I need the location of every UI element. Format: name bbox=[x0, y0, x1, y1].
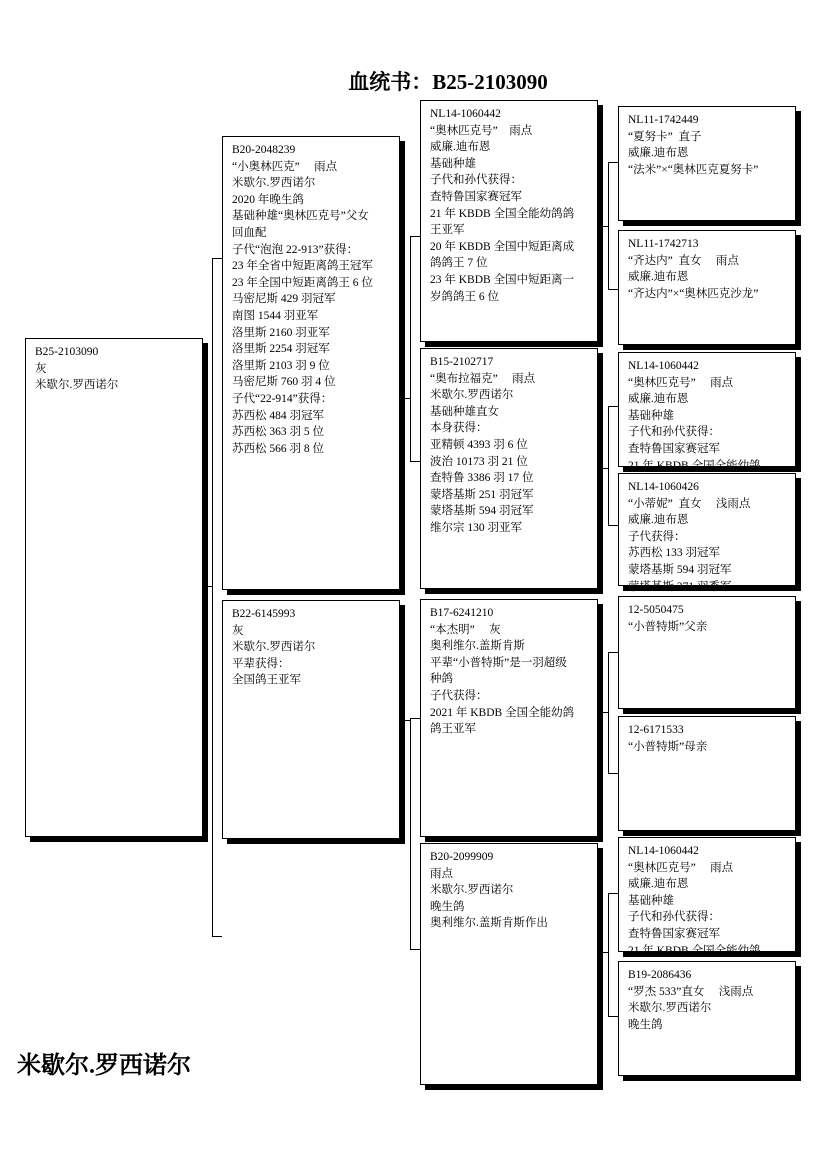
pedigree-line: B15-2102717 bbox=[430, 356, 494, 368]
pedigree-line: 查特鲁国家赛冠军 bbox=[628, 927, 720, 940]
pedigree-line: 马密尼斯 429 羽冠军 bbox=[232, 293, 336, 306]
pedigree-line: 平辈获得： bbox=[232, 657, 290, 670]
pedigree-line: 威廉.迪布恩 bbox=[628, 271, 689, 284]
pedigree-line: NL14-1060442 bbox=[628, 360, 699, 372]
connector bbox=[410, 949, 420, 950]
connector bbox=[608, 289, 618, 290]
pedigree-line: “罗杰 533”直女 浅雨点 bbox=[628, 985, 754, 998]
sire-sire-dam-box bbox=[618, 230, 796, 345]
sire-sire-box bbox=[420, 100, 598, 342]
page-title: 血统书：B25-2103090 bbox=[348, 70, 548, 94]
pedigree-line: NL11-1742449 bbox=[628, 114, 699, 126]
pedigree-line: “小奥林匹克” 雨点 bbox=[232, 160, 338, 173]
pedigree-line: “奥林匹克号” 雨点 bbox=[628, 861, 734, 874]
dam-dam-sire-box bbox=[618, 837, 796, 957]
pedigree-line: 晚生鸽 bbox=[628, 1018, 663, 1031]
pedigree-line: 子代“22-914”获得： bbox=[232, 392, 333, 405]
pedigree-line: 蒙塔基斯 251 羽冠军 bbox=[430, 488, 534, 501]
pedigree-line: 米歇尔.罗西诺尔 bbox=[35, 379, 119, 392]
pedigree-line: 蒙塔基斯 271 羽季军 bbox=[628, 580, 732, 593]
sire-dam-sire-box bbox=[618, 352, 796, 472]
sire-dam-dam-box bbox=[618, 473, 796, 593]
pedigree-line: 23 年全省中短距离鸽王冠军 bbox=[232, 260, 373, 273]
pedigree-line: B17-6241210 bbox=[430, 607, 494, 619]
pedigree-line: 灰 bbox=[232, 624, 244, 637]
pedigree-line: 灰 bbox=[35, 362, 47, 375]
pedigree-line: 鸽鸽王 7 位 bbox=[430, 257, 488, 270]
pedigree-line: 21 年 KBDB 全国全能幼鸽 bbox=[628, 459, 761, 472]
pedigree-line: 种鸽 bbox=[430, 673, 453, 686]
pedigree-line: NL11-1742713 bbox=[628, 238, 699, 250]
connector bbox=[608, 652, 609, 774]
pedigree-line: 晚生鸽 bbox=[430, 900, 465, 913]
pedigree-line: NL14-1060426 bbox=[628, 481, 699, 493]
pedigree-line: 21 年 KBDB 全国全能幼鸽鸽 bbox=[430, 207, 575, 220]
pedigree-line: 米歇尔.罗西诺尔 bbox=[430, 389, 514, 402]
pedigree-line: 本身获得： bbox=[430, 422, 488, 435]
pedigree-line: B19-2086436 bbox=[628, 969, 692, 981]
pedigree-line: 子代“泡泡 22-913”获得： bbox=[232, 243, 359, 256]
dam-box bbox=[222, 600, 400, 839]
connector bbox=[597, 712, 608, 713]
sire-sire-sire-box bbox=[618, 106, 796, 221]
connector bbox=[608, 406, 609, 526]
pedigree-line: 23 年全国中短距离鸽王 6 位 bbox=[232, 276, 373, 289]
sire-dam-box bbox=[420, 348, 598, 589]
pedigree-line: 威廉.迪布恩 bbox=[628, 514, 689, 527]
pedigree-line: 基础种雄 bbox=[628, 894, 674, 907]
pedigree-line: NL14-1060442 bbox=[430, 108, 501, 120]
connector bbox=[212, 258, 222, 259]
pedigree-line: 12-5050475 bbox=[628, 604, 684, 616]
pedigree-line: 子代和孙代获得： bbox=[628, 426, 720, 439]
pedigree-line: “夏努卡” 直子 bbox=[628, 130, 702, 143]
pedigree-line: 基础种雄“奥林匹克号”父女 bbox=[232, 210, 369, 223]
connector bbox=[608, 162, 609, 290]
pedigree-line: 苏西松 363 羽 5 位 bbox=[232, 426, 324, 439]
pedigree-line: 21 年 KBDB 全国全能幼鸽 bbox=[628, 944, 761, 957]
pedigree-line: 米歇尔.罗西诺尔 bbox=[430, 884, 514, 897]
dam-sire-dam-box bbox=[618, 716, 796, 831]
connector bbox=[212, 258, 213, 937]
pedigree-line: 王亚军 bbox=[430, 224, 465, 237]
pedigree-line: 子代获得： bbox=[430, 689, 488, 702]
connector bbox=[202, 586, 212, 587]
pedigree-line: 查特鲁国家赛冠军 bbox=[430, 190, 522, 203]
pedigree-line: 鸽王亚军 bbox=[430, 723, 476, 736]
connector bbox=[597, 468, 608, 469]
connector bbox=[597, 952, 608, 953]
dam-sire-sire-box bbox=[618, 596, 796, 709]
pedigree-line: 查特鲁国家赛冠军 bbox=[628, 442, 720, 455]
connector bbox=[608, 162, 618, 163]
pedigree-line: 威廉.迪布恩 bbox=[430, 141, 491, 154]
pedigree-line: 马密尼斯 760 羽 4 位 bbox=[232, 376, 336, 389]
pedigree-line: 平辈“小普特斯”是一羽超级 bbox=[430, 656, 567, 669]
pedigree-line: 20 年 KBDB 全国中短距离成 bbox=[430, 240, 575, 253]
pedigree-line: 全国鸽王亚军 bbox=[232, 674, 301, 687]
pedigree-line: 威廉.迪布恩 bbox=[628, 393, 689, 406]
pedigree-line: 回血配 bbox=[232, 226, 267, 239]
pedigree-line: 米歇尔.罗西诺尔 bbox=[232, 177, 316, 190]
connector bbox=[608, 893, 609, 1017]
pedigree-line: 子代和孙代获得： bbox=[628, 911, 720, 924]
pedigree-line: 苏西松 566 羽 8 位 bbox=[232, 442, 324, 455]
pedigree-line: “小蒂妮” 直女 浅雨点 bbox=[628, 497, 751, 510]
pedigree-line: “小普特斯”父亲 bbox=[628, 620, 708, 633]
connector bbox=[410, 236, 411, 462]
pedigree-line: B20-2048239 bbox=[232, 144, 296, 156]
pedigree-line: 威廉.迪布恩 bbox=[628, 878, 689, 891]
pedigree-line: B25-2103090 bbox=[35, 346, 99, 358]
connector bbox=[399, 398, 410, 399]
pedigree-line: 威廉.迪布恩 bbox=[628, 147, 689, 160]
pedigree-line: “齐达内”×“奥林匹克沙龙” bbox=[628, 287, 759, 300]
pedigree-line: 子代和孙代获得： bbox=[430, 174, 522, 187]
pedigree-line: 蒙塔基斯 594 羽冠军 bbox=[628, 563, 732, 576]
connector bbox=[212, 936, 222, 937]
pedigree-line: 子代获得： bbox=[628, 530, 686, 543]
pedigree-line: “小普特斯”母亲 bbox=[628, 740, 708, 753]
pedigree-line: 2020 年晚生鸽 bbox=[232, 193, 304, 206]
pedigree-line: B20-2099909 bbox=[430, 851, 494, 863]
pedigree-line: 米歇尔.罗西诺尔 bbox=[232, 641, 316, 654]
owner-name: 米歇尔.罗西诺尔 bbox=[17, 1053, 191, 1079]
pedigree-line: 洛里斯 2254 羽冠军 bbox=[232, 343, 330, 356]
pedigree-line: 基础种雄直女 bbox=[430, 405, 499, 418]
connector bbox=[608, 525, 618, 526]
pedigree-line: 雨点 bbox=[430, 867, 453, 880]
connector bbox=[608, 893, 618, 894]
pedigree-line: 苏西松 133 羽冠军 bbox=[628, 547, 720, 560]
pedigree-line: “奥林匹克号” 雨点 bbox=[628, 376, 734, 389]
pedigree-line: 岁鸽鸽王 6 位 bbox=[430, 290, 499, 303]
pedigree-line: 奥利维尔.盖斯肯斯作出 bbox=[430, 917, 548, 930]
dam-dam-box bbox=[420, 843, 598, 1085]
connector bbox=[597, 226, 608, 227]
pedigree-line: 波治 10173 羽 21 位 bbox=[430, 455, 528, 468]
pedigree-line: “本杰明” 灰 bbox=[430, 623, 501, 636]
connector bbox=[410, 236, 420, 237]
pedigree-line: “齐达内” 直女 雨点 bbox=[628, 254, 739, 267]
pedigree-line: 洛里斯 2103 羽 9 位 bbox=[232, 359, 330, 372]
connector bbox=[410, 718, 420, 719]
pedigree-line: 2021 年 KBDB 全国全能幼鸽 bbox=[430, 706, 575, 719]
pedigree-line: 奥利维尔.盖斯肯斯 bbox=[430, 640, 525, 653]
pedigree-line: 12-6171533 bbox=[628, 724, 684, 736]
connector bbox=[608, 773, 618, 774]
pedigree-line: 基础种雄 bbox=[430, 157, 476, 170]
subject-box bbox=[25, 338, 203, 837]
pedigree-line: 23 年 KBDB 全国中短距离一 bbox=[430, 273, 575, 286]
pedigree-line: 苏西松 484 羽冠军 bbox=[232, 409, 324, 422]
connector bbox=[608, 1016, 618, 1017]
connector bbox=[410, 461, 420, 462]
connector bbox=[410, 718, 411, 950]
pedigree-line: “奥林匹克号” 雨点 bbox=[430, 124, 533, 137]
pedigree-line: NL14-1060442 bbox=[628, 845, 699, 857]
pedigree-line: “法米”×“奥林匹克夏努卡” bbox=[628, 163, 759, 176]
sire-box bbox=[222, 136, 400, 590]
dam-dam-dam-box bbox=[618, 961, 796, 1076]
pedigree-line: 洛里斯 2160 羽亚军 bbox=[232, 326, 330, 339]
connector bbox=[608, 652, 618, 653]
dam-sire-box bbox=[420, 599, 598, 837]
pedigree-line: 蒙塔基斯 594 羽冠军 bbox=[430, 505, 534, 518]
pedigree-line: “奥布拉福克” 雨点 bbox=[430, 372, 536, 385]
pedigree-line: 查特鲁 3386 羽 17 位 bbox=[430, 472, 534, 485]
pedigree-line: B22-6145993 bbox=[232, 608, 296, 620]
pedigree-line: 亚精顿 4393 羽 6 位 bbox=[430, 438, 528, 451]
pedigree-line: 米歇尔.罗西诺尔 bbox=[628, 1002, 712, 1015]
connector bbox=[399, 720, 410, 721]
pedigree-line: 南图 1544 羽亚军 bbox=[232, 309, 319, 322]
pedigree-line: 维尔宗 130 羽亚军 bbox=[430, 521, 522, 534]
pedigree-line: 基础种雄 bbox=[628, 409, 674, 422]
connector bbox=[608, 406, 618, 407]
